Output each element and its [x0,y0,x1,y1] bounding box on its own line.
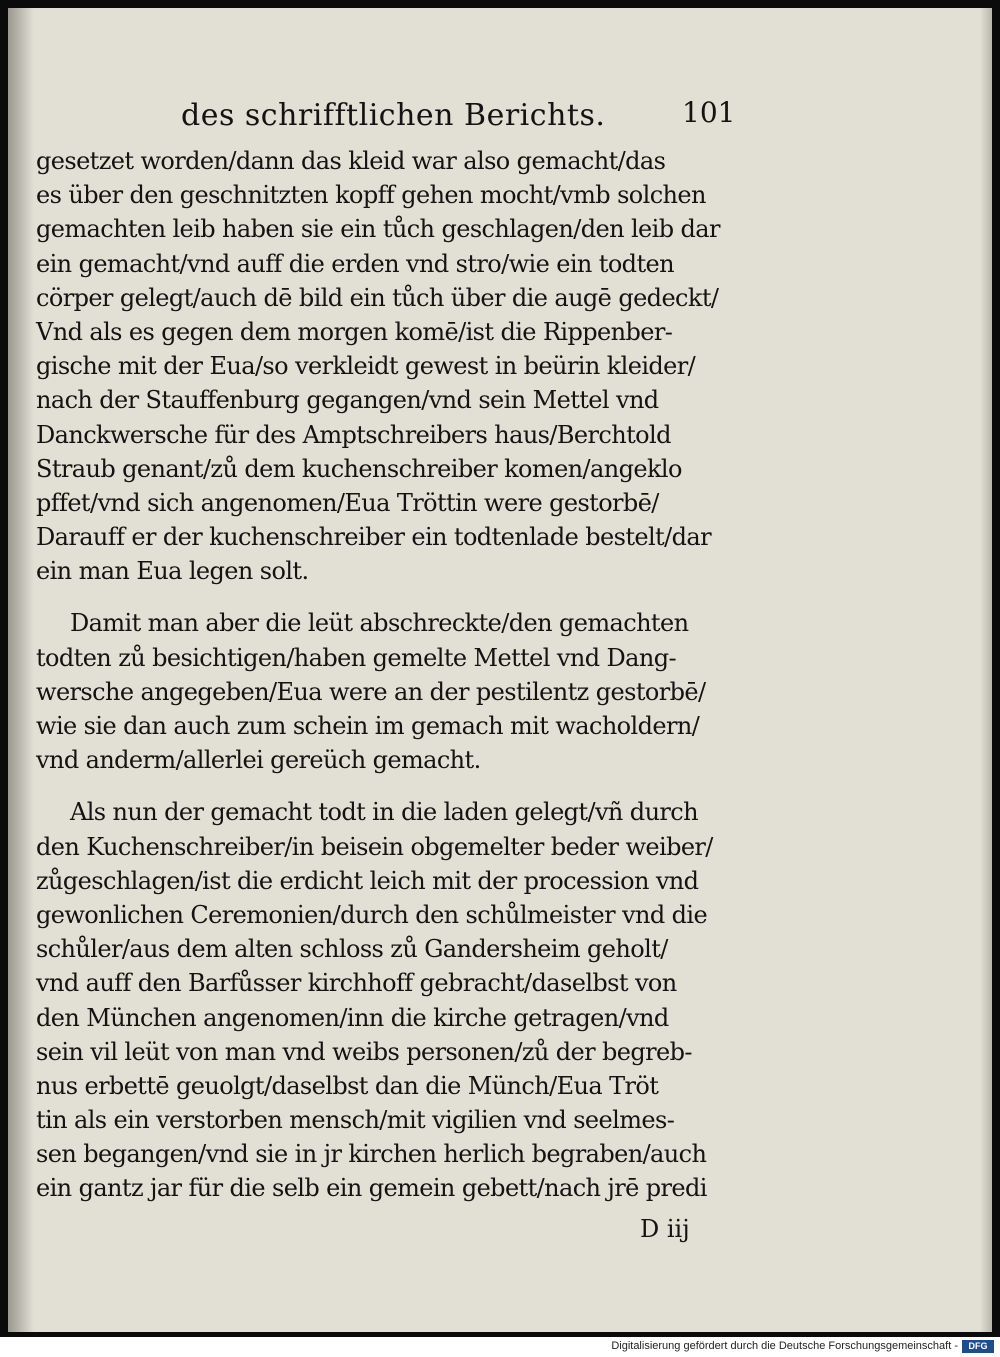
gutter-shadow [8,8,34,1332]
text-line: ein gantz jar für die selb ein gemein gebett/nach jrē predi [36,1174,707,1203]
text-line: gewonlichen Ceremonien/durch den schůlmeister vnd die [36,900,708,929]
text-line: nach der Stauffenburg gegangen/vnd sein Mettel vnd [36,386,659,415]
text-line: es über den geschnitzten kopff gehen mocht/vmb solchen [36,181,706,210]
text-line: vnd anderm/allerlei gereüch gemacht. [36,746,481,775]
text-line: sen begangen/vnd sie in jr kirchen herlich begraben/auch [36,1140,707,1169]
text-line: ein man Eua legen solt. [36,557,309,586]
page-text [36,88,756,1246]
text-line: Darauff er der kuchenschreiber ein todtenlade bestelt/dar [36,523,711,552]
footer-bar [0,1337,1000,1357]
text-line: gische mit der Eua/so verkleidt gewest in beürin kleider/ [36,352,696,381]
text-line: den Kuchenschreiber/in beisein obgemelter beder weiber/ [36,832,713,861]
text-line: Danckwersche für des Amptschreibers haus/Berchtold [36,420,671,449]
text-line: pffet/vnd sich angenomen/Eua Tröttin were gestorbē/ [36,488,659,517]
text-line: cörper gelegt/auch dē bild ein tůch über die augē gedeckt/ [36,283,719,312]
text-line: ein gemacht/vnd auff die erden vnd stro/wie ein todten [36,249,674,278]
text-line: den München angenomen/inn die kirche getragen/vnd [36,1003,669,1032]
running-head-title: des schrifftlichen Berichts. [181,98,606,133]
text-line: Damit man aber die leüt abschreckte/den gemachten [70,609,689,638]
text-line: gemachten leib haben sie ein tůch geschlagen/den leib dar [36,215,720,244]
text-line: tin als ein verstorben mensch/mit vigilien vnd seelmes- [36,1106,675,1135]
funding-credit: Digitalisierung gefördert durch die Deutsche Forschungsgemeinschaft - [611,1340,958,1352]
signature-mark-row [36,1212,756,1246]
text-line: nus erbettē geuolgt/daselbst dan die Münch/Eua Tröt [36,1071,659,1100]
text-line: zůgeschlagen/ist die erdicht leich mit der procession vnd [36,866,699,895]
folio-number: 101 [682,96,736,129]
text-line: Vnd als es gegen dem morgen komē/ist die Rippenber- [36,317,673,346]
page-edge [980,8,992,1332]
book-page [8,8,992,1332]
text-line: wersche angegeben/Eua were an der pestilentz gestorbē/ [36,677,706,706]
text-line: wie sie dan auch zum schein im gemach mit wacholdern/ [36,712,700,740]
paragraph-1 [36,144,756,588]
text-line: gesetzet worden/dann das kleid war also gemacht/das [36,147,666,175]
running-head [36,88,756,144]
paragraph-3 [36,795,756,1205]
paragraph-2 [36,606,756,777]
text-line: Straub genant/zů dem kuchenschreiber komen/angeklo [36,454,682,483]
text-line: todten zů besichtigen/haben gemelte Mettel vnd Dang- [36,643,676,672]
dfg-logo-icon: DFG [962,1340,994,1353]
text-line: Als nun der gemacht todt in die laden gelegt/vñ durch [70,798,699,827]
text-line: sein vil leüt von man vnd weibs personen/zů der begreb- [36,1037,692,1066]
text-line: vnd auff den Barfůsser kirchhoff gebracht/daselbst von [36,969,677,998]
signature-mark: D iij [640,1214,690,1243]
text-line: schůler/aus dem alten schloss zů Gandersheim geholt/ [36,935,668,964]
